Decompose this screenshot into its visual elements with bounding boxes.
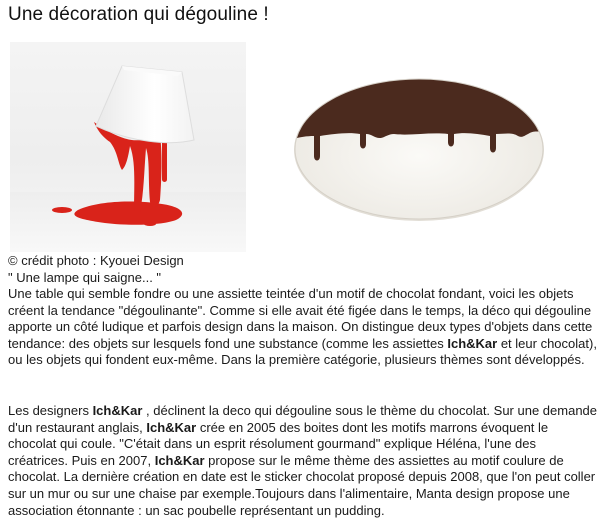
article-title: Une décoration qui dégouline ! — [8, 4, 269, 25]
brand-name: Ich&Kar — [146, 419, 197, 435]
paragraph-2-text-a: Les designers — [8, 403, 93, 418]
paragraph-2-text-c: crée en 2005 des boites dont les motifs marrons évoquent le chocolat qui coule. "C'était dans un esprit résolument gourmand" explique Héléna, l'une des créatrices. Puis en 2007, — [8, 419, 549, 468]
bleeding-lamp-illustration — [10, 42, 246, 252]
paragraph-1-text-a: Une table qui semble fondre ou une assiette teintée d'un motif de chocolat fondant, voici les objets créent la tendance "dégoulinante". Comme si elle avait été figée dans le temps, la déco qui dégouline apporte un côté ludique et parfois design dans la maison. On distingue deux types d'objets dans cette tendance: des objets sur lesquels fond une substance (comme les assiettes — [8, 286, 593, 351]
paragraph-2-text-d: propose sur le même thème des assiettes au motif coulure de chocolat. La dernière création en date est le sticker chocolat proposé depuis 2008, que l'on peut coller sur un mur ou sur une chaise par exemple.Toujours dans l'alimentaire, Manta design propose une association étonnante : un sac poubelle représentant un pudding. — [8, 452, 596, 518]
photo-caption-block — [8, 253, 184, 286]
paragraph-2 — [8, 403, 598, 519]
photo-caption: " Une lampe qui saigne... " — [8, 269, 162, 285]
brand-name: Ich&Kar — [447, 335, 498, 351]
brand-name: Ich&Kar — [154, 452, 205, 468]
brand-name: Ich&Kar — [92, 403, 143, 418]
chocolate-plate-illustration — [290, 74, 548, 224]
paragraph-2-text-b: , déclinent la deco qui dégouline sous le thème du chocolat. Sur une demande d'un restaurant anglais, — [8, 403, 598, 435]
photo-credit: © crédit photo : Kyouei Design — [8, 253, 184, 268]
paragraph-1 — [8, 286, 598, 369]
chocolate-plate-photo — [290, 74, 548, 224]
bleeding-lamp-photo — [10, 42, 246, 252]
paragraph-1-text-b: et leur chocolat), ou les objets qui fondent eux-même. Dans la première catégorie, plusieurs thèmes sont développés. — [8, 335, 597, 368]
